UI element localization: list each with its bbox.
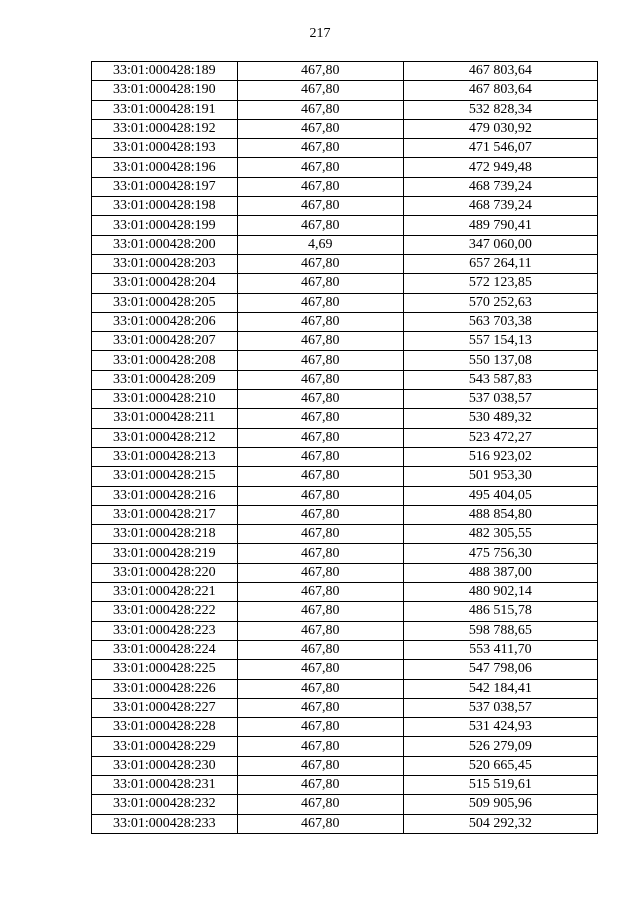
area-cell: 467,80 bbox=[237, 602, 403, 621]
area-cell: 467,80 bbox=[237, 216, 403, 235]
area-cell: 467,80 bbox=[237, 370, 403, 389]
table-row bbox=[92, 583, 598, 602]
area-cell: 467,80 bbox=[237, 795, 403, 814]
table-row bbox=[92, 660, 598, 679]
area-cell: 467,80 bbox=[237, 254, 403, 273]
cadastral-number-cell: 33:01:000428:200 bbox=[92, 235, 238, 254]
cadastral-number-cell: 33:01:000428:211 bbox=[92, 409, 238, 428]
value-cell: 472 949,48 bbox=[403, 158, 597, 177]
value-cell: 509 905,96 bbox=[403, 795, 597, 814]
cadastral-number-cell: 33:01:000428:233 bbox=[92, 814, 238, 833]
area-cell: 467,80 bbox=[237, 525, 403, 544]
area-cell: 467,80 bbox=[237, 158, 403, 177]
table-row bbox=[92, 370, 598, 389]
cadastral-table bbox=[91, 61, 598, 834]
value-cell: 563 703,38 bbox=[403, 312, 597, 331]
area-cell: 467,80 bbox=[237, 332, 403, 351]
table-row bbox=[92, 621, 598, 640]
cadastral-number-cell: 33:01:000428:206 bbox=[92, 312, 238, 331]
cadastral-number-cell: 33:01:000428:226 bbox=[92, 679, 238, 698]
value-cell: 495 404,05 bbox=[403, 486, 597, 505]
area-cell: 4,69 bbox=[237, 235, 403, 254]
value-cell: 531 424,93 bbox=[403, 718, 597, 737]
cadastral-number-cell: 33:01:000428:215 bbox=[92, 467, 238, 486]
cadastral-number-cell: 33:01:000428:216 bbox=[92, 486, 238, 505]
value-cell: 467 803,64 bbox=[403, 81, 597, 100]
cadastral-number-cell: 33:01:000428:209 bbox=[92, 370, 238, 389]
table-row bbox=[92, 718, 598, 737]
area-cell: 467,80 bbox=[237, 119, 403, 138]
value-cell: 347 060,00 bbox=[403, 235, 597, 254]
area-cell: 467,80 bbox=[237, 814, 403, 833]
table-row bbox=[92, 177, 598, 196]
cadastral-number-cell: 33:01:000428:210 bbox=[92, 390, 238, 409]
area-cell: 467,80 bbox=[237, 312, 403, 331]
cadastral-number-cell: 33:01:000428:222 bbox=[92, 602, 238, 621]
cadastral-number-cell: 33:01:000428:228 bbox=[92, 718, 238, 737]
table-row bbox=[92, 640, 598, 659]
area-cell: 467,80 bbox=[237, 177, 403, 196]
value-cell: 543 587,83 bbox=[403, 370, 597, 389]
area-cell: 467,80 bbox=[237, 100, 403, 119]
value-cell: 504 292,32 bbox=[403, 814, 597, 833]
table-row bbox=[92, 679, 598, 698]
cadastral-number-cell: 33:01:000428:224 bbox=[92, 640, 238, 659]
value-cell: 553 411,70 bbox=[403, 640, 597, 659]
cadastral-number-cell: 33:01:000428:203 bbox=[92, 254, 238, 273]
table-row bbox=[92, 332, 598, 351]
value-cell: 488 854,80 bbox=[403, 505, 597, 524]
area-cell: 467,80 bbox=[237, 505, 403, 524]
area-cell: 467,80 bbox=[237, 428, 403, 447]
cadastral-number-cell: 33:01:000428:212 bbox=[92, 428, 238, 447]
area-cell: 467,80 bbox=[237, 62, 403, 81]
area-cell: 467,80 bbox=[237, 390, 403, 409]
value-cell: 526 279,09 bbox=[403, 737, 597, 756]
table-row bbox=[92, 409, 598, 428]
value-cell: 542 184,41 bbox=[403, 679, 597, 698]
cadastral-number-cell: 33:01:000428:205 bbox=[92, 293, 238, 312]
value-cell: 488 387,00 bbox=[403, 563, 597, 582]
value-cell: 572 123,85 bbox=[403, 274, 597, 293]
area-cell: 467,80 bbox=[237, 81, 403, 100]
cadastral-number-cell: 33:01:000428:189 bbox=[92, 62, 238, 81]
table-row bbox=[92, 139, 598, 158]
value-cell: 530 489,32 bbox=[403, 409, 597, 428]
area-cell: 467,80 bbox=[237, 274, 403, 293]
table-row bbox=[92, 197, 598, 216]
value-cell: 468 739,24 bbox=[403, 197, 597, 216]
area-cell: 467,80 bbox=[237, 544, 403, 563]
area-cell: 467,80 bbox=[237, 679, 403, 698]
table-body bbox=[92, 62, 598, 834]
value-cell: 537 038,57 bbox=[403, 698, 597, 717]
value-cell: 550 137,08 bbox=[403, 351, 597, 370]
value-cell: 547 798,06 bbox=[403, 660, 597, 679]
table-row bbox=[92, 274, 598, 293]
table-row bbox=[92, 119, 598, 138]
area-cell: 467,80 bbox=[237, 467, 403, 486]
value-cell: 480 902,14 bbox=[403, 583, 597, 602]
cadastral-number-cell: 33:01:000428:229 bbox=[92, 737, 238, 756]
value-cell: 489 790,41 bbox=[403, 216, 597, 235]
area-cell: 467,80 bbox=[237, 640, 403, 659]
cadastral-number-cell: 33:01:000428:219 bbox=[92, 544, 238, 563]
cadastral-number-cell: 33:01:000428:193 bbox=[92, 139, 238, 158]
area-cell: 467,80 bbox=[237, 621, 403, 640]
cadastral-number-cell: 33:01:000428:191 bbox=[92, 100, 238, 119]
area-cell: 467,80 bbox=[237, 486, 403, 505]
table-row bbox=[92, 698, 598, 717]
area-cell: 467,80 bbox=[237, 698, 403, 717]
area-cell: 467,80 bbox=[237, 351, 403, 370]
table-row bbox=[92, 158, 598, 177]
table-row bbox=[92, 467, 598, 486]
table-row bbox=[92, 775, 598, 794]
cadastral-number-cell: 33:01:000428:207 bbox=[92, 332, 238, 351]
value-cell: 475 756,30 bbox=[403, 544, 597, 563]
value-cell: 598 788,65 bbox=[403, 621, 597, 640]
table-row bbox=[92, 795, 598, 814]
value-cell: 557 154,13 bbox=[403, 332, 597, 351]
cadastral-number-cell: 33:01:000428:220 bbox=[92, 563, 238, 582]
value-cell: 479 030,92 bbox=[403, 119, 597, 138]
table-row bbox=[92, 254, 598, 273]
area-cell: 467,80 bbox=[237, 139, 403, 158]
table-row bbox=[92, 293, 598, 312]
value-cell: 523 472,27 bbox=[403, 428, 597, 447]
area-cell: 467,80 bbox=[237, 718, 403, 737]
cadastral-number-cell: 33:01:000428:197 bbox=[92, 177, 238, 196]
area-cell: 467,80 bbox=[237, 756, 403, 775]
table-row bbox=[92, 737, 598, 756]
value-cell: 486 515,78 bbox=[403, 602, 597, 621]
table-row bbox=[92, 525, 598, 544]
area-cell: 467,80 bbox=[237, 563, 403, 582]
value-cell: 570 252,63 bbox=[403, 293, 597, 312]
table-row bbox=[92, 563, 598, 582]
table-row bbox=[92, 428, 598, 447]
page-number: 217 bbox=[309, 26, 331, 41]
area-cell: 467,80 bbox=[237, 660, 403, 679]
area-cell: 467,80 bbox=[237, 409, 403, 428]
value-cell: 516 923,02 bbox=[403, 447, 597, 466]
value-cell: 501 953,30 bbox=[403, 467, 597, 486]
table-row bbox=[92, 756, 598, 775]
value-cell: 467 803,64 bbox=[403, 62, 597, 81]
value-cell: 471 546,07 bbox=[403, 139, 597, 158]
value-cell: 537 038,57 bbox=[403, 390, 597, 409]
value-cell: 515 519,61 bbox=[403, 775, 597, 794]
value-cell: 468 739,24 bbox=[403, 177, 597, 196]
table-row bbox=[92, 602, 598, 621]
cadastral-number-cell: 33:01:000428:213 bbox=[92, 447, 238, 466]
cadastral-number-cell: 33:01:000428:223 bbox=[92, 621, 238, 640]
cadastral-number-cell: 33:01:000428:227 bbox=[92, 698, 238, 717]
cadastral-number-cell: 33:01:000428:196 bbox=[92, 158, 238, 177]
cadastral-number-cell: 33:01:000428:231 bbox=[92, 775, 238, 794]
area-cell: 467,80 bbox=[237, 293, 403, 312]
cadastral-number-cell: 33:01:000428:199 bbox=[92, 216, 238, 235]
cadastral-number-cell: 33:01:000428:217 bbox=[92, 505, 238, 524]
cadastral-number-cell: 33:01:000428:192 bbox=[92, 119, 238, 138]
cadastral-number-cell: 33:01:000428:208 bbox=[92, 351, 238, 370]
table-row bbox=[92, 351, 598, 370]
area-cell: 467,80 bbox=[237, 197, 403, 216]
area-cell: 467,80 bbox=[237, 447, 403, 466]
area-cell: 467,80 bbox=[237, 737, 403, 756]
cadastral-number-cell: 33:01:000428:218 bbox=[92, 525, 238, 544]
area-cell: 467,80 bbox=[237, 775, 403, 794]
cadastral-number-cell: 33:01:000428:190 bbox=[92, 81, 238, 100]
table-row bbox=[92, 390, 598, 409]
value-cell: 482 305,55 bbox=[403, 525, 597, 544]
cadastral-number-cell: 33:01:000428:221 bbox=[92, 583, 238, 602]
value-cell: 532 828,34 bbox=[403, 100, 597, 119]
table-row bbox=[92, 100, 598, 119]
table-row bbox=[92, 814, 598, 833]
cadastral-number-cell: 33:01:000428:225 bbox=[92, 660, 238, 679]
table-row bbox=[92, 81, 598, 100]
cadastral-number-cell: 33:01:000428:230 bbox=[92, 756, 238, 775]
table-row bbox=[92, 216, 598, 235]
table-row bbox=[92, 447, 598, 466]
cadastral-number-cell: 33:01:000428:204 bbox=[92, 274, 238, 293]
cadastral-number-cell: 33:01:000428:198 bbox=[92, 197, 238, 216]
table-row bbox=[92, 544, 598, 563]
table-row bbox=[92, 235, 598, 254]
table-row bbox=[92, 486, 598, 505]
table-row bbox=[92, 505, 598, 524]
table-row bbox=[92, 312, 598, 331]
value-cell: 520 665,45 bbox=[403, 756, 597, 775]
area-cell: 467,80 bbox=[237, 583, 403, 602]
cadastral-number-cell: 33:01:000428:232 bbox=[92, 795, 238, 814]
table-row bbox=[92, 62, 598, 81]
value-cell: 657 264,11 bbox=[403, 254, 597, 273]
